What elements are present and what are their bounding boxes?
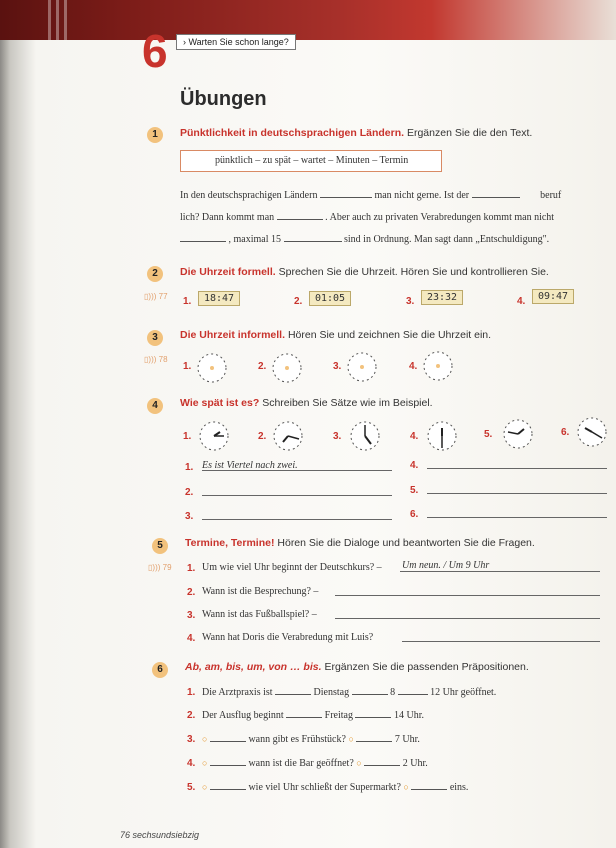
word-box: pünktlich – zu spät – wartet – Minuten – Termin (180, 150, 442, 172)
exercise-title: Ab, am, bis, um, von … bis. Ergänzen Sie die passenden Präpositionen. (185, 661, 529, 673)
clock-face-icon (576, 416, 608, 448)
page-footer: 76 sechsundsiebzig (120, 830, 200, 840)
item-label: 2. (258, 361, 267, 372)
item-label: 6. (410, 509, 419, 520)
exercise-number: 4 (147, 398, 163, 414)
example-answer: Es ist Viertel nach zwei. (202, 460, 298, 471)
fill-blank[interactable] (210, 733, 246, 742)
question-text: Wann hat Doris die Verabredung mit Luis? (202, 632, 374, 643)
fill-blank[interactable] (277, 211, 323, 220)
clock-quarter-past-two-icon (198, 420, 230, 452)
decor-stripe (64, 0, 67, 40)
clock-face-icon (349, 420, 381, 452)
answer-line[interactable] (335, 595, 600, 596)
fill-blank[interactable] (180, 233, 226, 242)
item-label: 2. (294, 296, 303, 307)
clock-face-icon (272, 420, 304, 452)
exercise-number: 2 (147, 266, 163, 282)
question-text: Um wie viel Uhr beginnt der Deutschkurs? – (202, 562, 382, 573)
fill-blank[interactable] (472, 189, 520, 198)
item-label: 4. (187, 758, 196, 769)
exercise-number: 1 (147, 127, 163, 143)
answer-line[interactable] (202, 470, 392, 471)
exercise-number: 3 (147, 330, 163, 346)
decor-stripe (48, 0, 51, 40)
exercise-title: Pünktlichkeit in deutschsprachigen Ländern. Ergänzen Sie die den Text. (180, 127, 533, 139)
empty-clock-icon[interactable] (271, 352, 303, 384)
fill-blank[interactable] (352, 686, 388, 695)
decor-stripe (56, 0, 59, 40)
bullet-icon: ○ (348, 734, 354, 744)
question-text: Wann ist das Fußballspiel? – (202, 609, 317, 620)
fill-blank[interactable] (411, 781, 447, 790)
answer-line[interactable] (400, 571, 600, 572)
chapter-header-band (0, 0, 616, 40)
item-label: 5. (187, 782, 196, 793)
page-heading: Übungen (180, 88, 267, 110)
item-label: 4. (410, 460, 419, 471)
example-answer: Um neun. / Um 9 Uhr (402, 560, 490, 571)
fill-blank[interactable] (210, 757, 246, 766)
exercise-number: 6 (152, 662, 168, 678)
item-label: 4. (517, 296, 526, 307)
exercise-number: 5 (152, 538, 168, 554)
clock-face-icon (426, 420, 458, 452)
fill-blank[interactable] (364, 757, 400, 766)
exercise-title: Die Uhrzeit informell. Hören Sie und zeichnen Sie die Uhrzeit ein. (180, 329, 492, 341)
exercise-title: Die Uhrzeit formell. Sprechen Sie die Uhrzeit. Hören Sie und kontrollieren Sie. (180, 266, 549, 278)
question-text: Wann ist die Besprechung? – (202, 586, 319, 597)
sentence: Die Arztpraxis ist Dienstag 8 12 Uhr geöffnet. (202, 687, 497, 698)
bullet-icon: ○ (202, 782, 208, 792)
item-label: 4. (410, 431, 419, 442)
answer-line[interactable] (427, 517, 607, 518)
answer-line[interactable] (202, 519, 392, 520)
item-label: 5. (410, 485, 419, 496)
fill-blank[interactable] (284, 233, 342, 242)
item-label: 2. (187, 710, 196, 721)
fill-blank[interactable] (356, 733, 392, 742)
answer-line[interactable] (202, 495, 392, 496)
item-label: 1. (183, 296, 192, 307)
fill-blank[interactable] (275, 686, 311, 695)
item-label: 5. (484, 429, 493, 440)
digital-clock: 01:05 (309, 291, 351, 306)
text-line: In den deutschsprachigen Ländern man nicht gerne. Ist der beruf (180, 190, 562, 201)
item-label: 1. (187, 563, 196, 574)
audio-track-icon: ▯))) 78 (144, 355, 168, 364)
item-label: 1. (183, 431, 192, 442)
fill-blank[interactable] (355, 709, 391, 718)
text-line: , maximal 15 sind in Ordnung. Man sagt dann „Entschuldigung". (180, 233, 549, 245)
fill-blank[interactable] (398, 686, 428, 695)
item-label: 3. (185, 511, 194, 522)
answer-line[interactable] (335, 618, 600, 619)
bullet-icon: ○ (202, 758, 208, 768)
item-label: 3. (187, 734, 196, 745)
answer-line[interactable] (427, 468, 607, 469)
item-label: 4. (187, 633, 196, 644)
empty-clock-icon[interactable] (422, 350, 454, 382)
item-label: 1. (185, 462, 194, 473)
item-label: 3. (187, 610, 196, 621)
digital-clock: 23:32 (421, 290, 463, 305)
item-label: 1. (187, 687, 196, 698)
item-label: 2. (185, 487, 194, 498)
item-label: 4. (409, 361, 418, 372)
sentence: ○ wann ist die Bar geöffnet? ○ 2 Uhr. (202, 758, 428, 769)
empty-clock-icon[interactable] (196, 352, 228, 384)
item-label: 2. (187, 587, 196, 598)
item-label: 3. (406, 296, 415, 307)
item-label: 6. (561, 427, 570, 438)
item-label: 3. (333, 431, 342, 442)
exercise-title: Termine, Termine! Hören Sie die Dialoge und beantworten Sie die Fragen. (185, 537, 535, 549)
item-label: 1. (183, 361, 192, 372)
clock-face-icon (502, 418, 534, 450)
sentence: ○ wann gibt es Frühstück? ○ 7 Uhr. (202, 734, 420, 745)
bullet-icon: ○ (202, 734, 208, 744)
fill-blank[interactable] (210, 781, 246, 790)
digital-clock: 18:47 (198, 291, 240, 306)
chapter-title: › Warten Sie schon lange? (176, 34, 296, 50)
sentence: ○ wie viel Uhr schließt der Supermarkt? ○ eins. (202, 782, 469, 793)
sentence: Der Ausflug beginnt Freitag 14 Uhr. (202, 710, 424, 721)
exercise-title: Wie spät ist es? Schreiben Sie Sätze wie im Beispiel. (180, 397, 433, 409)
empty-clock-icon[interactable] (346, 351, 378, 383)
audio-track-icon: ▯))) 79 (148, 563, 172, 572)
fill-blank[interactable] (320, 189, 372, 198)
fill-blank[interactable] (286, 709, 322, 718)
bullet-icon: ○ (356, 758, 362, 768)
answer-line[interactable] (427, 493, 607, 494)
bullet-icon: ○ (403, 782, 409, 792)
item-label: 3. (333, 361, 342, 372)
audio-track-icon: ▯))) 77 (144, 292, 168, 301)
chapter-number: 6 (142, 25, 166, 77)
item-label: 2. (258, 431, 267, 442)
digital-clock: 09:47 (532, 289, 574, 304)
text-line: lich? Dann kommt man . Aber auch zu privaten Verabredungen kommt man nicht (180, 212, 555, 223)
answer-line[interactable] (402, 641, 600, 642)
